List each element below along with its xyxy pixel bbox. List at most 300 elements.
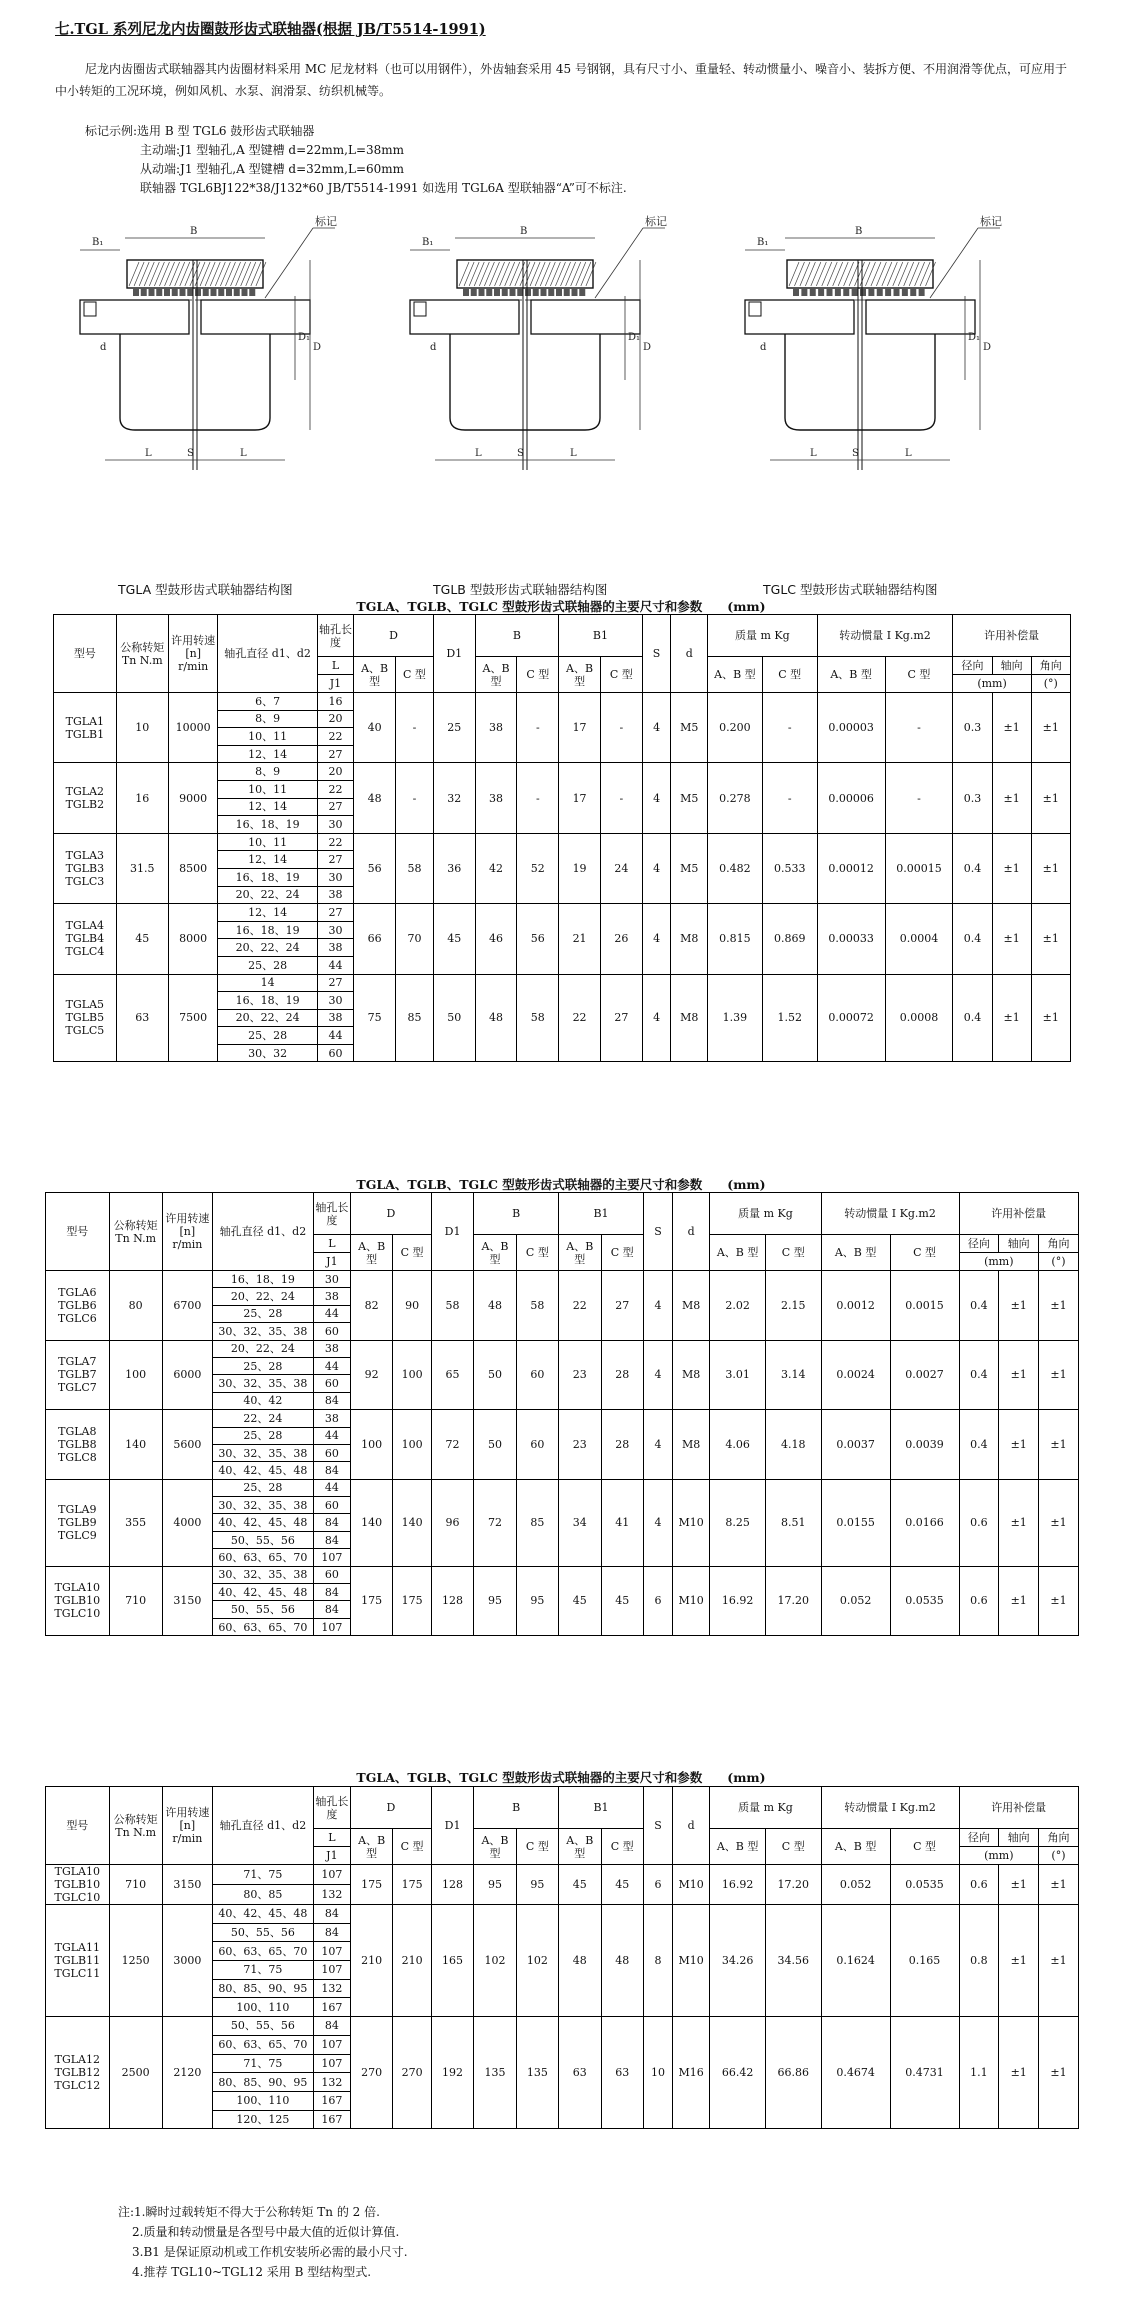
header-c-type: C 型 — [765, 1829, 821, 1865]
B-c-cell: 60 — [516, 1410, 558, 1480]
dim-D1-label: D₁ — [628, 332, 641, 343]
D-ab-cell: 48 — [354, 763, 396, 833]
D-ab-cell: 210 — [350, 1905, 392, 2017]
bore-length-cell: 84 — [313, 1462, 350, 1479]
D1-cell: 45 — [433, 904, 475, 974]
inertia-ab-cell: 0.0024 — [821, 1340, 890, 1410]
header-c-type: C 型 — [516, 1235, 558, 1271]
tooth — [502, 288, 508, 296]
tooth — [852, 288, 858, 296]
D-c-cell: 175 — [393, 1566, 431, 1636]
bore-diameter-cell: 71、75 — [213, 1865, 314, 1885]
bore-length-cell: 84 — [313, 1584, 350, 1601]
d-cell: M10 — [673, 1905, 710, 2017]
bore-length-cell: 60 — [313, 1375, 350, 1392]
bore-length-cell: 167 — [313, 1998, 350, 2017]
S-cell: 10 — [643, 2017, 672, 2129]
mark-label: 标记 — [980, 215, 1002, 228]
S-cell: 6 — [643, 1865, 672, 1905]
header-model: 型号 — [46, 1193, 110, 1271]
header-B: B — [474, 1787, 559, 1829]
bore-diameter-cell: 60、63、65、70 — [213, 1942, 314, 1961]
B-c-cell: 60 — [516, 1340, 558, 1410]
inertia-c-cell: 0.165 — [890, 1905, 959, 2017]
mass-ab-cell: 0.200 — [707, 693, 762, 763]
bore-length-cell: 107 — [313, 1549, 350, 1566]
radial-cell: 0.4 — [959, 1340, 999, 1410]
d-cell: M8 — [671, 904, 708, 974]
header-ab-type: A、B 型 — [559, 1235, 601, 1271]
inertia-c-cell: 0.0004 — [885, 904, 953, 974]
B1-ab-cell: 23 — [559, 1340, 601, 1410]
D-ab-cell: 66 — [354, 904, 396, 974]
bore-diameter-cell: 71、75 — [213, 1961, 314, 1980]
bore-length-cell: 44 — [313, 1427, 350, 1444]
table-row — [54, 904, 1071, 922]
header-c-type: C 型 — [890, 1235, 959, 1271]
inertia-c-cell: 0.4731 — [890, 2017, 959, 2129]
B1-c-cell: 26 — [600, 904, 642, 974]
header-ab-type: A、B 型 — [817, 657, 885, 693]
header-D1: D1 — [433, 615, 475, 693]
header-speed: 许用转速 [n] r/min — [162, 1193, 212, 1271]
coupling-figure — [80, 214, 337, 470]
structure-figures — [55, 215, 1075, 595]
bore-diameter-cell: 20、22、24 — [218, 939, 317, 957]
header-D1: D1 — [431, 1193, 473, 1271]
bore-length-cell: 107 — [313, 1618, 350, 1635]
B-ab-cell: 38 — [475, 693, 517, 763]
B-c-cell: 95 — [516, 1566, 558, 1636]
mass-ab-cell: 0.815 — [707, 904, 762, 974]
torque-cell: 1250 — [109, 1905, 162, 2017]
D-ab-cell: 175 — [350, 1865, 392, 1905]
bore-diameter-cell: 80、85 — [213, 1885, 314, 1905]
dim-B-label: B — [855, 226, 863, 237]
bore-diameter-cell: 50、55、56 — [213, 1601, 314, 1618]
tooth — [242, 288, 248, 296]
tooth — [910, 288, 916, 296]
bore-length-cell: 132 — [313, 2073, 350, 2092]
bore-length-cell: 27 — [317, 851, 354, 869]
d-cell: M16 — [673, 2017, 710, 2129]
model-cell: TGLA7 TGLB7 TGLC7 — [46, 1340, 110, 1410]
bore-diameter-cell: 60、63、65、70 — [213, 1549, 314, 1566]
header-c-type: C 型 — [762, 657, 817, 693]
tooth — [195, 288, 201, 296]
B1-ab-cell: 22 — [559, 974, 601, 1062]
d-cell: M10 — [673, 1865, 710, 1905]
tooth — [187, 288, 193, 296]
header-L: L — [313, 1829, 350, 1847]
bore-length-cell: 38 — [313, 1288, 350, 1305]
mass-c-cell: 17.20 — [765, 1566, 821, 1636]
angular-cell: ±1 — [1039, 1479, 1079, 1566]
bore-diameter-cell: 60、63、65、70 — [213, 2035, 314, 2054]
inertia-c-cell: 0.0166 — [890, 1479, 959, 1566]
table-row — [46, 1479, 1079, 1496]
header-ab-type: A、B 型 — [350, 1829, 392, 1865]
bore-length-cell: 27 — [317, 798, 354, 816]
dim-B1-label: B₁ — [422, 237, 434, 248]
S-cell: 4 — [643, 1479, 672, 1566]
header-bore-length: 轴孔长度 — [313, 1193, 350, 1235]
mass-c-cell: 66.86 — [765, 2017, 821, 2129]
B-ab-cell: 95 — [474, 1566, 516, 1636]
tooth — [471, 288, 477, 296]
angular-cell: ±1 — [1039, 1865, 1079, 1905]
dim-B-label: B — [190, 226, 198, 237]
tooth — [548, 288, 554, 296]
bore-diameter-cell: 40、42、45、48 — [213, 1462, 314, 1479]
tooth — [827, 288, 833, 296]
D1-cell: 72 — [431, 1410, 473, 1480]
table-row — [46, 1340, 1079, 1357]
B1-c-cell: 27 — [601, 1271, 643, 1341]
tooth — [860, 288, 866, 296]
D1-cell: 96 — [431, 1479, 473, 1566]
S-cell: 4 — [642, 763, 671, 833]
dim-D1-label: D₁ — [298, 332, 311, 343]
model-cell: TGLA2 TGLB2 — [54, 763, 117, 833]
axial-cell: ±1 — [992, 833, 1031, 903]
bore-diameter-cell: 30、32、35、38 — [213, 1375, 314, 1392]
marking-example — [85, 122, 627, 198]
header-L: L — [313, 1235, 350, 1253]
D-c-cell: - — [396, 763, 434, 833]
radial-cell: 0.6 — [959, 1566, 999, 1636]
header-ab-type: A、B 型 — [821, 1829, 890, 1865]
axial-cell: ±1 — [999, 1566, 1039, 1636]
speed-cell: 3150 — [162, 1865, 212, 1905]
bore-length-cell: 30 — [317, 868, 354, 886]
tooth — [793, 288, 799, 296]
bore-diameter-cell: 20、22、24 — [218, 1009, 317, 1027]
D-ab-cell: 175 — [350, 1566, 392, 1636]
marking-line: 主动端:J1 型轴孔,A 型键槽 d=22mm,L=38mm — [140, 143, 405, 157]
angular-cell: ±1 — [1031, 833, 1070, 903]
bore-length-cell: 38 — [317, 1009, 354, 1027]
inertia-ab-cell: 0.0012 — [821, 1271, 890, 1341]
tooth — [249, 288, 255, 296]
mass-ab-cell: 1.39 — [707, 974, 762, 1062]
bore-length-cell: 60 — [313, 1444, 350, 1461]
bore-length-cell: 27 — [317, 974, 354, 992]
header-bore-length: 轴孔长度 — [313, 1787, 350, 1829]
inertia-c-cell: 0.0535 — [890, 1566, 959, 1636]
header-torque: 公称转矩 Tn N.m — [109, 1787, 162, 1865]
mass-c-cell: 2.15 — [765, 1271, 821, 1341]
axial-cell: ±1 — [992, 693, 1031, 763]
header-ab-type: A、B 型 — [710, 1829, 766, 1865]
header-unit-mm: (mm) — [953, 675, 1031, 693]
bore-diameter-cell: 40、42、45、48 — [213, 1584, 314, 1601]
header-model: 型号 — [54, 615, 117, 693]
radial-cell: 0.6 — [959, 1479, 999, 1566]
d-cell: M5 — [671, 763, 708, 833]
header-radial: 径向 — [953, 657, 992, 675]
D-c-cell: - — [396, 693, 434, 763]
tooth — [564, 288, 570, 296]
figure-caption-c: TGLC 型鼓形齿式联轴器结构图 — [763, 582, 938, 597]
torque-cell: 710 — [109, 1865, 162, 1905]
header-unit-mm: (mm) — [959, 1253, 1039, 1271]
torque-cell: 63 — [116, 974, 168, 1062]
axial-cell: ±1 — [999, 1271, 1039, 1341]
model-cell: TGLA6 TGLB6 TGLC6 — [46, 1271, 110, 1341]
model-cell: TGLA1 TGLB1 — [54, 693, 117, 763]
tooth — [203, 288, 209, 296]
bore-diameter-cell: 60、63、65、70 — [213, 1618, 314, 1635]
D-c-cell: 70 — [396, 904, 434, 974]
header-J1: J1 — [313, 1253, 350, 1271]
bore-length-cell: 84 — [313, 1392, 350, 1409]
bore-diameter-cell: 80、85、90、95 — [213, 1979, 314, 1998]
header-c-type: C 型 — [600, 657, 642, 693]
table-row — [54, 974, 1071, 992]
torque-cell: 100 — [109, 1340, 162, 1410]
B-ab-cell: 38 — [475, 763, 517, 833]
header-ab-type: A、B 型 — [821, 1235, 890, 1271]
B-c-cell: 52 — [517, 833, 559, 903]
D-c-cell: 85 — [396, 974, 434, 1062]
dim-L-label: L — [240, 448, 247, 459]
header-mass: 质量 m Kg — [710, 1193, 821, 1235]
dim-S-label: S — [852, 448, 859, 459]
inertia-ab-cell: 0.0037 — [821, 1410, 890, 1480]
mass-ab-cell: 0.278 — [707, 763, 762, 833]
tooth — [486, 288, 492, 296]
mass-ab-cell: 4.06 — [710, 1410, 766, 1480]
radial-cell: 1.1 — [959, 2017, 999, 2129]
speed-cell: 2120 — [162, 2017, 212, 2129]
header-ab-type: A、B 型 — [475, 657, 517, 693]
header-unit-mm: (mm) — [959, 1847, 1039, 1865]
dim-L-label: L — [810, 448, 817, 459]
table-row — [46, 1410, 1079, 1427]
bore-length-cell: 84 — [313, 1531, 350, 1548]
D-c-cell: 270 — [393, 2017, 431, 2129]
inertia-c-cell: - — [885, 763, 953, 833]
dim-D-label: D — [983, 342, 992, 353]
table-caption-3: TGLA、TGLB、TGLC 型鼓形齿式联轴器的主要尺寸和参数 (mm) — [356, 1770, 766, 1785]
header-unit-deg: (°) — [1039, 1847, 1079, 1865]
radial-cell: 0.8 — [959, 1905, 999, 2017]
mark-label: 标记 — [315, 215, 337, 228]
header-J1: J1 — [317, 675, 354, 693]
header-c-type: C 型 — [765, 1235, 821, 1271]
B-c-cell: 95 — [516, 1865, 558, 1905]
B1-c-cell: 28 — [601, 1340, 643, 1410]
spec-table-2 — [45, 1192, 1079, 1636]
marking-line: 从动端:J1 型轴孔,A 型键槽 d=32mm,L=60mm — [140, 162, 405, 176]
B1-c-cell: 45 — [601, 1566, 643, 1636]
torque-cell: 10 — [116, 693, 168, 763]
S-cell: 4 — [642, 904, 671, 974]
S-cell: 4 — [642, 974, 671, 1062]
bore-length-cell: 22 — [317, 728, 354, 746]
B-ab-cell: 46 — [475, 904, 517, 974]
bore-diameter-cell: 8、9 — [218, 763, 317, 781]
header-bore: 轴孔直径 d1、d2 — [218, 615, 317, 693]
mass-c-cell: 4.18 — [765, 1410, 821, 1480]
speed-cell: 3150 — [162, 1566, 212, 1636]
mass-ab-cell: 2.02 — [710, 1271, 766, 1341]
mass-c-cell: - — [762, 693, 817, 763]
mass-ab-cell: 16.92 — [710, 1865, 766, 1905]
model-cell: TGLA11 TGLB11 TGLC11 — [46, 1905, 110, 2017]
B-ab-cell: 95 — [474, 1865, 516, 1905]
mass-c-cell: - — [762, 763, 817, 833]
spec-table-3 — [45, 1786, 1079, 2129]
B-c-cell: 58 — [517, 974, 559, 1062]
inertia-ab-cell: 0.1624 — [821, 1905, 890, 2017]
bore-length-cell: 44 — [313, 1357, 350, 1374]
mark-leader — [595, 228, 643, 298]
header-d: d — [671, 615, 708, 693]
tooth — [172, 288, 178, 296]
header-c-type: C 型 — [516, 1829, 558, 1865]
bore-diameter-cell: 16、18、19 — [213, 1271, 314, 1288]
inertia-c-cell: - — [885, 693, 953, 763]
header-d: d — [673, 1787, 710, 1865]
D-c-cell: 140 — [393, 1479, 431, 1566]
bore-diameter-cell: 50、55、56 — [213, 1531, 314, 1548]
inertia-c-cell: 0.00015 — [885, 833, 953, 903]
bore-length-cell: 44 — [317, 1027, 354, 1045]
angular-cell: ±1 — [1039, 1410, 1079, 1480]
speed-cell: 5600 — [162, 1410, 212, 1480]
table-row — [54, 693, 1071, 711]
inertia-c-cell: 0.0039 — [890, 1410, 959, 1480]
B-ab-cell: 72 — [474, 1479, 516, 1566]
header-B1: B1 — [559, 615, 643, 657]
radial-cell: 0.4 — [953, 904, 992, 974]
bore-diameter-cell: 50、55、56 — [213, 2017, 314, 2036]
angular-cell: ±1 — [1039, 1340, 1079, 1410]
bore-diameter-cell: 30、32、35、38 — [213, 1497, 314, 1514]
header-bore: 轴孔直径 d1、d2 — [213, 1787, 314, 1865]
dim-B-label: B — [520, 226, 528, 237]
axial-cell: ±1 — [992, 974, 1031, 1062]
bore-diameter-cell: 71、75 — [213, 2054, 314, 2073]
bore-diameter-cell: 12、14 — [218, 851, 317, 869]
bore-diameter-cell: 40、42 — [213, 1392, 314, 1409]
B1-c-cell: 27 — [600, 974, 642, 1062]
bore-diameter-cell: 10、11 — [218, 728, 317, 746]
D-c-cell: 90 — [393, 1271, 431, 1341]
D1-cell: 58 — [431, 1271, 473, 1341]
B1-c-cell: 45 — [601, 1865, 643, 1905]
header-radial: 径向 — [959, 1235, 999, 1253]
bore-diameter-cell: 25、28 — [213, 1357, 314, 1374]
header-B1: B1 — [559, 1787, 644, 1829]
B1-ab-cell: 63 — [559, 2017, 601, 2129]
header-radial: 径向 — [959, 1829, 999, 1847]
figure-caption-b: TGLB 型鼓形齿式联轴器结构图 — [433, 582, 608, 597]
D1-cell: 128 — [431, 1865, 473, 1905]
header-compensation: 许用补偿量 — [959, 1787, 1078, 1829]
S-cell: 8 — [643, 1905, 672, 2017]
dim-D-label: D — [313, 342, 322, 353]
mass-c-cell: 1.52 — [762, 974, 817, 1062]
d-cell: M8 — [671, 974, 708, 1062]
header-ab-type: A、B 型 — [559, 1829, 601, 1865]
dim-L-label: L — [905, 448, 912, 459]
header-axial: 轴向 — [999, 1235, 1039, 1253]
tooth — [579, 288, 585, 296]
mass-c-cell: 0.533 — [762, 833, 817, 903]
bore-diameter-cell: 120、125 — [213, 2110, 314, 2129]
bore-length-cell: 30 — [317, 921, 354, 939]
tooth — [885, 288, 891, 296]
bore-length-cell: 132 — [313, 1979, 350, 1998]
shaft-body — [785, 334, 935, 430]
bore-length-cell: 27 — [317, 745, 354, 763]
D1-cell: 50 — [433, 974, 475, 1062]
notes — [118, 2202, 408, 2282]
B1-c-cell: 24 — [600, 833, 642, 903]
bore-diameter-cell: 12、14 — [218, 904, 317, 922]
coupling-drawings — [55, 215, 1075, 595]
torque-cell: 16 — [116, 763, 168, 833]
bore-diameter-cell: 25、28 — [213, 1479, 314, 1496]
B-ab-cell: 48 — [474, 1271, 516, 1341]
D1-cell: 65 — [431, 1340, 473, 1410]
B1-ab-cell: 17 — [559, 693, 601, 763]
D-c-cell: 100 — [393, 1410, 431, 1480]
model-cell: TGLA9 TGLB9 TGLC9 — [46, 1479, 110, 1566]
bore-length-cell: 16 — [317, 693, 354, 711]
header-mass: 质量 m Kg — [707, 615, 817, 657]
model-cell: TGLA10 TGLB10 TGLC10 — [46, 1566, 110, 1636]
inertia-ab-cell: 0.00003 — [817, 693, 885, 763]
radial-cell: 0.4 — [953, 833, 992, 903]
d-cell: M8 — [673, 1340, 710, 1410]
axial-cell: ±1 — [999, 2017, 1039, 2129]
header-S: S — [643, 1193, 672, 1271]
header-ab-type: A、B 型 — [474, 1829, 516, 1865]
tooth — [533, 288, 539, 296]
B-c-cell: 58 — [516, 1271, 558, 1341]
header-unit-deg: (°) — [1039, 1253, 1079, 1271]
angular-cell: ±1 — [1039, 2017, 1079, 2129]
model-cell: TGLA10 TGLB10 TGLC10 — [46, 1865, 110, 1905]
dim-S-label: S — [187, 448, 194, 459]
dim-S-label: S — [517, 448, 524, 459]
radial-cell: 0.4 — [959, 1271, 999, 1341]
model-cell: TGLA4 TGLB4 TGLC4 — [54, 904, 117, 974]
B1-ab-cell: 21 — [559, 904, 601, 974]
bore-diameter-cell: 22、24 — [213, 1410, 314, 1427]
mass-ab-cell: 8.25 — [710, 1479, 766, 1566]
B1-ab-cell: 23 — [559, 1410, 601, 1480]
hub-right — [201, 300, 310, 334]
bore-diameter-cell: 40、42、45、48 — [213, 1514, 314, 1531]
torque-cell: 710 — [109, 1566, 162, 1636]
header-angular: 角向 — [1039, 1829, 1079, 1847]
header-c-type: C 型 — [393, 1829, 431, 1865]
radial-cell: 0.4 — [953, 974, 992, 1062]
bore-diameter-cell: 25、28 — [213, 1305, 314, 1322]
bore-diameter-cell: 12、14 — [218, 745, 317, 763]
bore-length-cell: 60 — [313, 1566, 350, 1583]
B-ab-cell: 48 — [475, 974, 517, 1062]
header-D: D — [354, 615, 434, 657]
tooth — [868, 288, 874, 296]
bore-diameter-cell: 20、22、24 — [218, 886, 317, 904]
header-ab-type: A、B 型 — [474, 1235, 516, 1271]
